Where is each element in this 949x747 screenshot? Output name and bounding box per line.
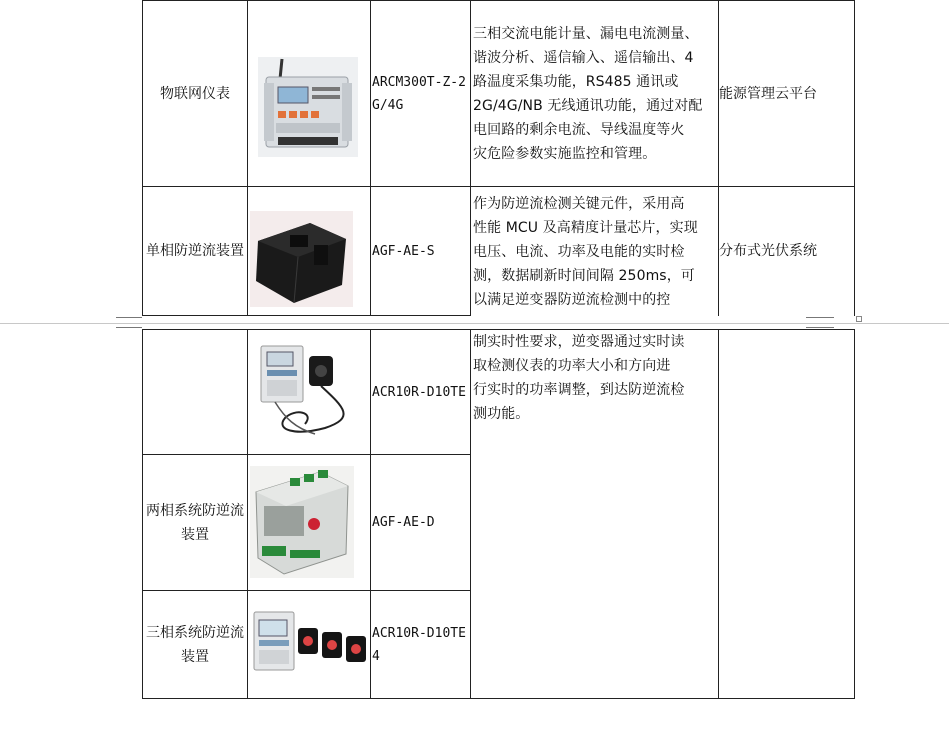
desc-line: 电压、电流、功率及电能的实时检 — [473, 244, 685, 260]
desc-line: 电回路的剩余电流、导线温度等火 — [473, 122, 685, 138]
desc-line: 测功能。 — [473, 406, 530, 422]
margin-corner-mark — [116, 327, 142, 328]
row-1-name: 物联网仪表 — [160, 85, 230, 102]
row-4-model: AGF-AE-D — [372, 515, 435, 530]
iot-meter-image — [258, 57, 358, 157]
margin-corner-mark — [806, 327, 834, 328]
desc-line: 以满足逆变器防逆流检测中的控 — [473, 292, 671, 308]
row-1-model: ARCM300T-Z-2G/4G — [372, 74, 466, 113]
margin-corner-mark — [806, 317, 834, 318]
desc-line: 取检测仪表的功率大小和方向进 — [473, 358, 671, 374]
margin-corner-mark — [116, 317, 142, 318]
three-phase-meter-image — [250, 606, 369, 678]
row-5-model: ACR10R-D10TE4 — [372, 625, 466, 664]
row-3-model: ACR10R-D10TE — [372, 384, 466, 400]
row-2-platform: 分布式光伏系统 — [719, 243, 817, 259]
acr10r-meter-image — [255, 338, 359, 442]
page-separator — [0, 323, 949, 324]
row-2-model: AGF-AE-S — [372, 243, 435, 259]
two-phase-device-image — [250, 466, 354, 578]
desc-line: 作为防逆流检测关键元件，采用高 — [473, 196, 685, 212]
row-2-description — [471, 192, 721, 312]
desc-line: 三相交流电能计量、漏电电流测量、 — [473, 26, 699, 42]
desc-line: 谐波分析、遥信输入、遥信输出、4 — [473, 50, 694, 66]
row-2-name: 单相防逆流装置 — [146, 243, 244, 259]
row-5-name: 三相系统防逆流装置 — [146, 624, 244, 665]
desc-line: 灾危险参数实施监控和管理。 — [473, 146, 657, 162]
row-3-name — [143, 330, 247, 454]
desc-line: 行实时的功率调整，到达防逆流检 — [473, 382, 685, 398]
text-boundary-marker — [856, 316, 862, 322]
desc-line: 路温度采集功能，RS485 通讯或 — [473, 74, 679, 90]
desc-line: 2G/4G/NB 无线通讯功能，通过对配 — [473, 98, 703, 114]
desc-line: 测，数据刷新时间间隔 250ms，可 — [473, 268, 695, 284]
row-1-platform: 能源管理云平台 — [719, 85, 817, 102]
desc-line: 制实时性要求，逆变器通过实时读 — [473, 334, 685, 350]
row-3-description — [471, 330, 721, 426]
row-4-name: 两相系统防逆流装置 — [146, 502, 244, 543]
desc-line: 性能 MCU 及高精度计量芯片，实现 — [473, 220, 698, 236]
single-phase-device-image — [250, 211, 353, 307]
row-1-description — [471, 22, 721, 166]
page-break — [0, 317, 949, 327]
